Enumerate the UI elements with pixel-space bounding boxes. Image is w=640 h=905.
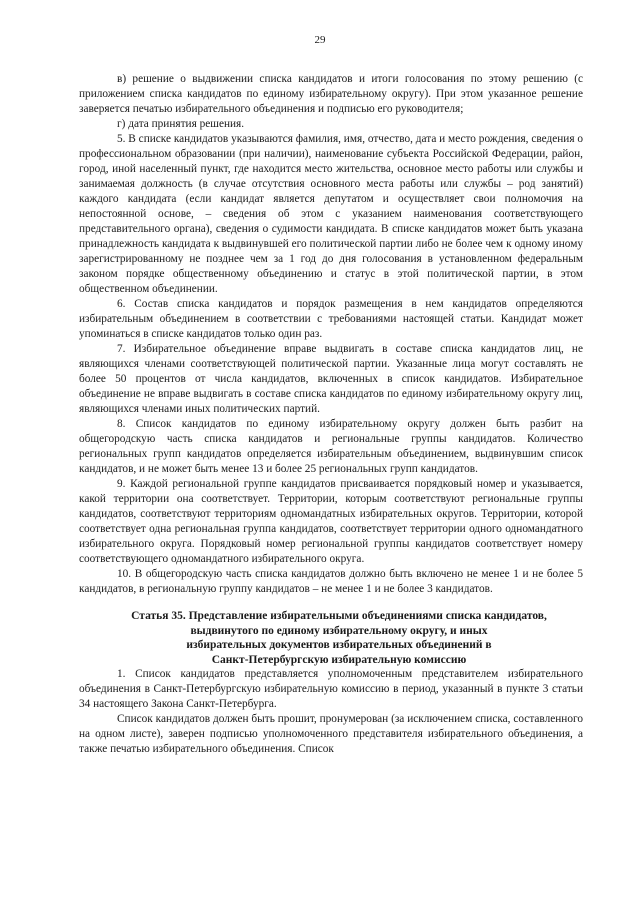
article-heading-line: выдвинутого по единому избирательному округу, и иных [190,624,488,637]
article-heading-line: Статья 35. Представление избирательными объединениями списка кандидатов, [131,610,547,622]
paragraph-7: 7. Избирательное объединение вправе выдвигать в составе списка кандидатов лиц, не являющихся членами соответствующей политической партии. Указанные лица могут составлять не более 50 процентов от числа кандидатов, включенных в список кандидатов. Избирательное объединение не вправе выдвигать в составе списка кандидатов по единому избирательному округу лиц, являющихся членами иных политических партий. [79,343,583,415]
article-35-paragraph-2: Список кандидатов должен быть прошит, пронумерован (за исключением списка, составленного на одном листе), заверен подписью уполномоченного представителя избирательного объединения, а также печатью избирательного объединения. Список [79,713,583,756]
article-heading-line: Санкт-Петербургскую избирательную комиссию [211,653,467,666]
page-number: 29 [314,34,326,46]
paragraph-9: 9. Каждой региональной группе кандидатов присваивается порядковый номер и указывается, какой территории она соответствует. Территории, которым соответствуют региональные группы кандидатов, соответствуют территориям одномандатных избирательных округов. Территории, которой соответствует одна региональная группа кандидатов, соответствует территории одного одномандатного избирательного округа. Порядковый номер региональной группы кандидатов соответствует номеру соответствующего одномандатного избирательного округа. [79,478,583,565]
article-35-paragraph-1: 1. Список кандидатов представляется уполномоченным представителем избирательного объединения в Санкт-Петербургскую избирательную комиссию в период, указанный в пункте 3 статьи 34 настоящего Закона Санкт-Петербурга. [79,668,583,711]
paragraph-item-v: в) решение о выдвижении списка кандидатов и итоги голосования по этому решению (с приложением списка кандидатов по единому избирательному округу). При этом указанное решение заверяется печатью избирательного объединения и подписью его руководителя; [79,73,583,115]
paragraph-10: 10. В общегородскую часть списка кандидатов должно быть включено не менее 1 и не более 5 кандидатов, в региональную группу кандидатов – не менее 1 и не более 3 кандидатов. [79,568,583,595]
document-body [79,72,583,757]
paragraph-6: 6. Состав списка кандидатов и порядок размещения в нем кандидатов определяются избирательным объединением в соответствии с требованиями настоящей статьи. Кандидат может упоминаться в списке кандидатов только один раз. [79,298,583,340]
paragraph-item-g: г) дата принятия решения. [117,118,245,130]
article-35-heading [79,609,583,667]
paragraph-5: 5. В списке кандидатов указываются фамилия, имя, отчество, дата и место рождения, сведения о профессиональном образовании (при наличии), наименование субъекта Российской Федерации, район, город, иной населенный пункт, где находится место жительства, основное место работы или службы и занимаемая должность (в случае отсутствия основного места работы или службы – род занятий) каждого кандидата (если кандидат является депутатом и осуществляет свои полномочия на непостоянной основе, – сведения об этом с указанием наименования соответствующего представительного органа), сведения о судимости кандидата. В списке кандидатов может быть указана принадлежность кандидата к выдвинувшей его политической партии либо не более чем к одному иному зарегистрированному не позднее чем за 1 год до дня голосования в установленном федеральным законом порядке общественному объединению и статус в этой политической партии, в этом общественном объединении. [79,133,583,295]
article-heading-line: избирательных документов избирательных объединений в [186,639,492,652]
paragraph-8: 8. Список кандидатов по единому избирательному округу должен быть разбит на общегородскую часть списка кандидатов и региональные группы кандидатов. Количество региональных групп кандидатов определяется избирательным объединением, выдвинувшим список кандидатов, и не может быть менее 13 и более 25 региональных групп кандидатов. [79,418,583,475]
